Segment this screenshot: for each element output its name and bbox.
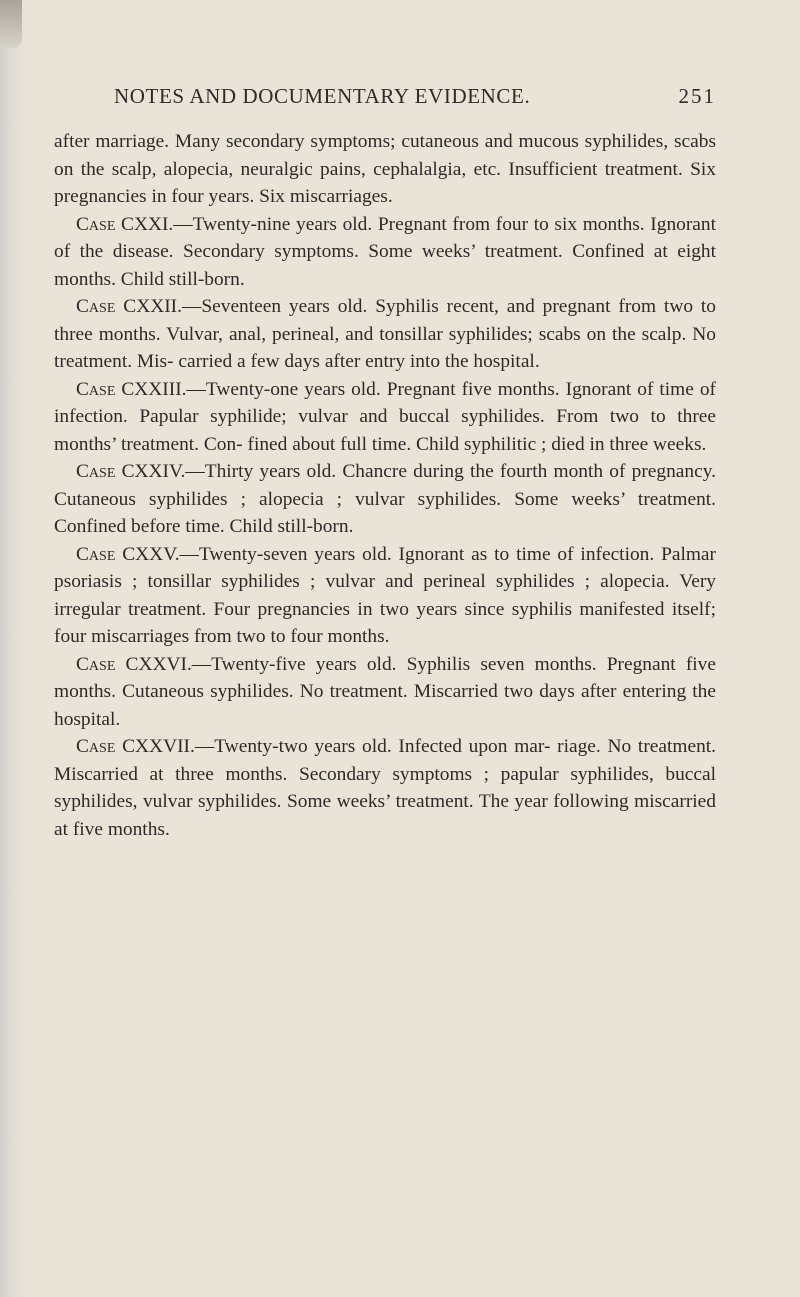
case-label: Case CXXVII. (76, 736, 195, 757)
page-number: 251 (678, 84, 716, 108)
case-label: Case CXXIV. (76, 461, 186, 482)
body-text (54, 128, 716, 843)
binding-mark (0, 0, 22, 48)
book-page (54, 84, 716, 843)
case-paragraph (54, 458, 716, 541)
case-paragraph (54, 376, 716, 459)
case-text: —Seventeen years old. Syphilis recent, and pregnant from two to three months. Vulvar, anal, perineal, and tonsillar syphilides; scabs on the scalp. No treatment. Mis- carried a few days after entry into the hospital. (54, 296, 716, 372)
case-label: Case CXXVI. (76, 653, 192, 675)
case-text: —Twenty-five years old. Syphilis seven months. Pregnant five months. Cutaneous syphilides. No treatment. Miscarried two days after entering the hospital. (54, 653, 716, 730)
running-title: NOTES AND DOCUMENTARY EVIDENCE. (114, 84, 531, 108)
case-paragraph (54, 293, 716, 376)
case-text: —Twenty-two years old. Infected upon mar- riage. No treatment. Miscarried at three months. Secondary symptoms ; papular syphilides, buccal syphilides, vulvar syphilides. Some weeks’ treatment. The year following miscarried at five months. (54, 736, 716, 840)
case-paragraph (54, 733, 716, 843)
case-label: Case CXXV. (76, 543, 180, 565)
case-paragraph (54, 211, 716, 294)
case-label: Case CXXI. (76, 213, 174, 235)
page-gutter (0, 0, 26, 1297)
case-label: Case CXXII. (76, 296, 182, 317)
running-head (54, 84, 716, 114)
case-text: —Thirty years old. Chancre during the fourth month of pregnancy. Cutaneous syphilides ; alopecia ; vulvar syphilides. Some weeks’ treatment. Confined before time. Child still-born. (54, 461, 716, 537)
case-text: —Twenty-one years old. Pregnant five months. Ignorant of time of infection. Papular syphilide; vulvar and buccal syphilides. From two to three months’ treatment. Con- fined about full time. Child syphilitic ; died in three weeks. (54, 378, 716, 455)
case-text: —Twenty-seven years old. Ignorant as to time of infection. Palmar psoriasis ; tonsillar syphilides ; vulvar and perineal syphilides ; alopecia. Very irregular treatment. Four pregnancies in two years since syphilis manifested itself; four miscarriages from two to four months. (54, 543, 716, 647)
case-text: —Twenty-nine years old. Pregnant from four to six months. Ignorant of the disease. Secondary symptoms. Some weeks’ treatment. Confined at eight months. Child still-born. (54, 213, 716, 290)
case-label: Case CXXIII. (76, 378, 187, 400)
case-paragraph (54, 541, 716, 651)
continuation-paragraph: after marriage. Many secondary symptoms; cutaneous and mucous syphilides, scabs on the scalp, alopecia, neuralgic pains, cephalalgia, etc. Insufficient treatment. Six pregnancies in four years. Six miscarriages. (54, 131, 716, 207)
case-paragraph (54, 651, 716, 734)
